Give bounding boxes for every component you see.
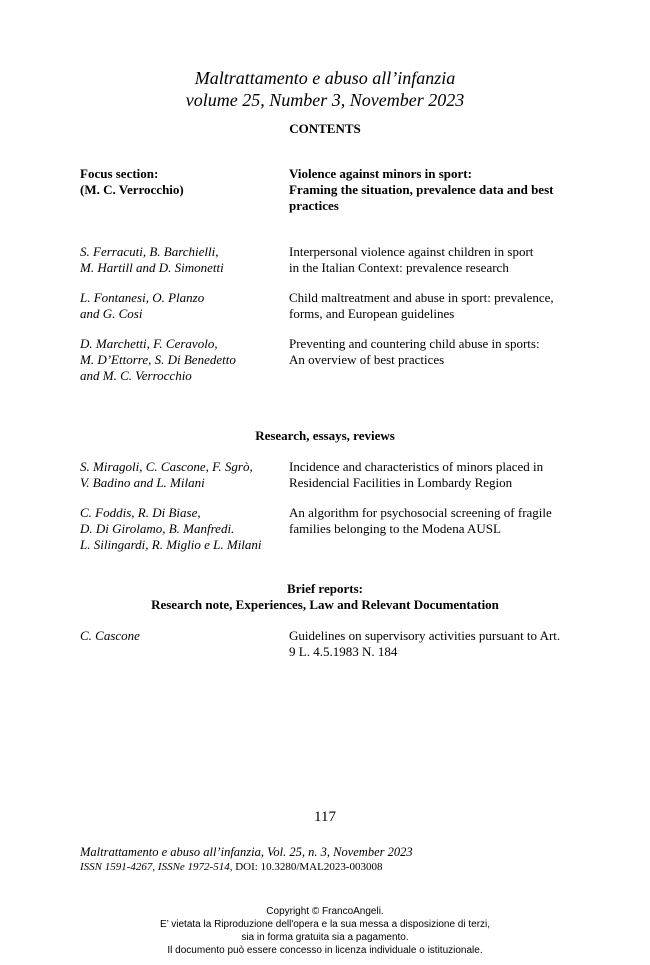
entry-title xyxy=(289,336,579,368)
entry-authors xyxy=(80,505,280,553)
brief-heading: Brief reports: xyxy=(287,581,363,596)
title-line: Guidelines on supervisory activities pursuant to Art. xyxy=(289,628,561,643)
focus-section-label xyxy=(80,166,280,198)
doi-text: DOI: 10.3280/MAL2023-003008 xyxy=(232,861,383,873)
title-line: families belonging to the Modena AUSL xyxy=(289,521,501,536)
author-line: and G. Cosi xyxy=(80,306,143,321)
focus-label-line: Focus section: xyxy=(80,166,159,181)
focus-editor: (M. C. Verrocchio) xyxy=(80,182,184,197)
footer-issn-doi xyxy=(80,860,383,874)
contents-heading: CONTENTS xyxy=(289,121,361,136)
title-line: Incidence and characteristics of minors placed in xyxy=(289,459,544,474)
title-line: forms, and European guidelines xyxy=(289,306,455,321)
title-line: 9 L. 4.5.1983 N. 184 xyxy=(289,644,398,659)
title-line: An overview of best practices xyxy=(289,352,445,367)
author-line: C. Cascone xyxy=(80,628,140,643)
title-line: An algorithm for psychosocial screening of fragile xyxy=(289,505,552,520)
copyright-notice xyxy=(0,905,650,957)
focus-section-title xyxy=(289,166,579,214)
author-line: V. Badino and L. Milani xyxy=(80,475,205,490)
title-line: Residencial Facilities in Lombardy Region xyxy=(289,475,513,490)
copyright-line: Il documento può essere concesso in licenza individuale o istituzionale. xyxy=(167,945,483,956)
focus-title-line: Framing the situation, prevalence data and best xyxy=(289,182,554,197)
entry-authors xyxy=(80,290,280,322)
author-line: and M. C. Verrocchio xyxy=(80,368,192,383)
focus-title-line: practices xyxy=(289,198,339,213)
volume-line: volume 25, Number 3, November 2023 xyxy=(185,90,465,110)
author-line: L. Fontanesi, O. Planzo xyxy=(80,290,205,305)
entry-authors xyxy=(80,336,280,384)
author-line: M. Hartill and D. Simonetti xyxy=(80,260,224,275)
copyright-line: sia in forma gratuita sia a pagamento. xyxy=(241,932,409,943)
author-line: S. Miragoli, C. Cascone, F. Sgrò, xyxy=(80,459,253,474)
journal-title: Maltrattamento e abuso all’infanzia xyxy=(194,68,456,88)
copyright-line: Copyright © FrancoAngeli. xyxy=(266,906,384,917)
title-line: in the Italian Context: prevalence research xyxy=(289,260,509,275)
entry-title xyxy=(289,244,579,276)
entry-authors xyxy=(80,628,280,644)
author-line: C. Foddis, R. Di Biase, xyxy=(80,505,201,520)
entry-authors xyxy=(80,459,280,491)
title-line: Interpersonal violence against children in sport xyxy=(289,244,534,259)
page-number: 117 xyxy=(314,809,336,825)
brief-subheading: Research note, Experiences, Law and Relevant Documentation xyxy=(151,597,499,612)
title-line: Child maltreatment and abuse in sport: prevalence, xyxy=(289,290,554,305)
research-heading: Research, essays, reviews xyxy=(255,428,395,443)
entry-title xyxy=(289,628,579,660)
issn-text: ISSN 1591-4267, ISSNe 1972-514, xyxy=(80,861,233,873)
author-line: D. Di Girolamo, B. Manfredi. xyxy=(80,521,235,536)
entry-title xyxy=(289,290,579,322)
copyright-line: E’ vietata la Riproduzione dell'opera e la sua messa a disposizione di terzi, xyxy=(159,919,491,930)
title-line: Preventing and countering child abuse in sports: xyxy=(289,336,540,351)
author-line: D. Marchetti, F. Ceravolo, xyxy=(80,336,218,351)
author-line: L. Silingardi, R. Miglio e L. Milani xyxy=(80,537,262,552)
entry-authors xyxy=(80,244,280,276)
footer-citation: Maltrattamento e abuso all’infanzia, Vol. 25, n. 3, November 2023 xyxy=(80,845,413,859)
focus-title-line: Violence against minors in sport: xyxy=(289,166,472,181)
author-line: S. Ferracuti, B. Barchielli, xyxy=(80,244,219,259)
author-line: M. D’Ettorre, S. Di Benedetto xyxy=(80,352,236,367)
entry-title xyxy=(289,459,579,491)
entry-title xyxy=(289,505,579,537)
